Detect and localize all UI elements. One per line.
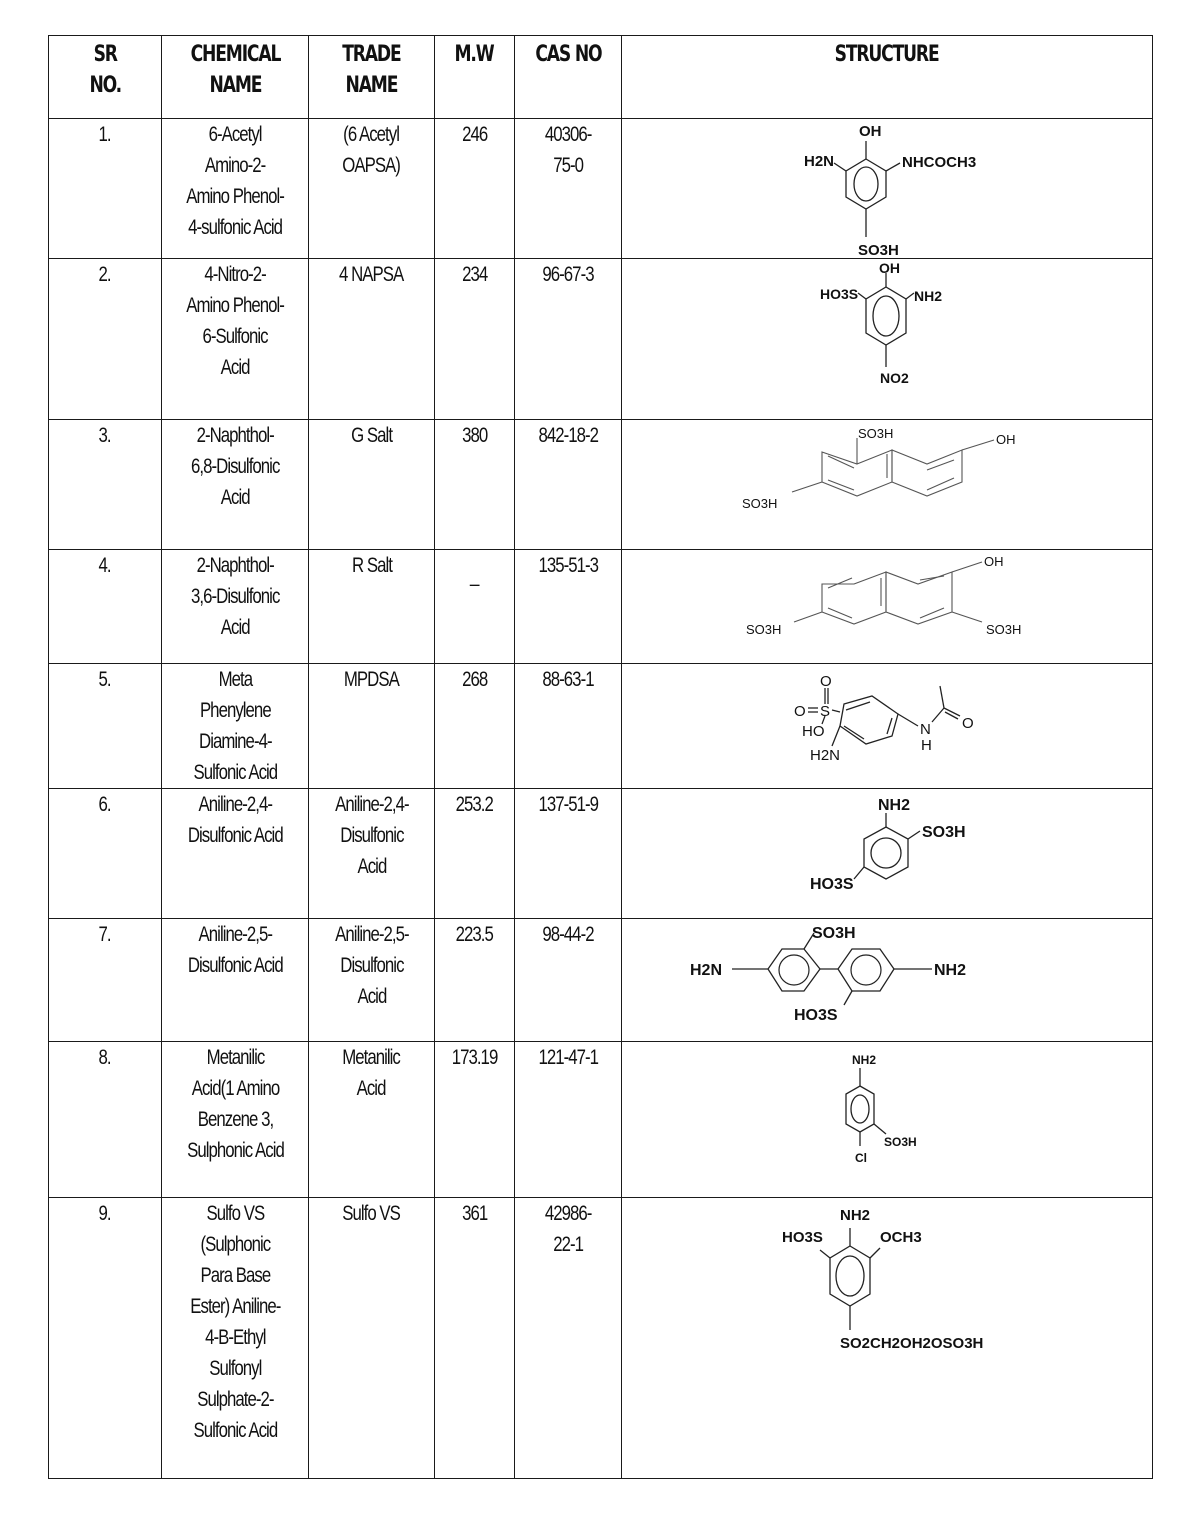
header-sr-no-line: NO. <box>89 73 121 98</box>
bond <box>962 440 994 450</box>
chemical-name-line: Amino-2- <box>204 154 266 177</box>
label-n: N <box>920 721 931 738</box>
chemical-name-line: Para Base <box>200 1264 270 1287</box>
chemical-name-cell <box>162 119 309 259</box>
structure-diagram <box>622 259 1153 417</box>
chemical-name-line: Disulfonic Acid <box>187 824 283 847</box>
chemical-name-cell <box>162 664 309 789</box>
sr-number: 4. <box>98 554 112 577</box>
structure-cell <box>622 1198 1153 1479</box>
header-sr-no <box>49 36 162 119</box>
structure-diagram <box>622 550 1153 662</box>
header-structure <box>622 36 1153 119</box>
chemical-name-line: Sulfonic Acid <box>193 761 277 784</box>
sr-number: 3. <box>98 424 112 447</box>
structure-cell <box>622 259 1153 420</box>
label-h: H <box>921 737 932 754</box>
table-row <box>49 420 1153 550</box>
structure-diagram <box>622 789 1153 917</box>
chemical-name-cell <box>162 259 309 420</box>
table-row <box>49 664 1153 789</box>
aromatic-circle <box>871 838 901 868</box>
sr-number: 7. <box>98 923 112 946</box>
structure-diagram <box>622 1198 1153 1477</box>
bond <box>952 562 982 572</box>
mw-cell <box>435 1198 515 1479</box>
chemical-name-line: Amino Phenol- <box>186 185 284 208</box>
double-bond <box>927 460 954 470</box>
label-bottom: NO2 <box>880 370 909 386</box>
double-bond <box>828 480 854 490</box>
double-bond <box>846 702 870 710</box>
trade-name-line: Acid <box>357 1077 386 1100</box>
label-right: NHCOCH3 <box>902 154 977 171</box>
cas-line: 40306- <box>544 123 592 146</box>
bond <box>908 831 920 839</box>
label-bottom-left: SO3H <box>742 496 778 511</box>
structure-diagram <box>622 1042 1153 1196</box>
trade-name-line: (6 Acetyl <box>343 123 400 146</box>
chemical-name-line: Sulfonyl <box>208 1357 262 1380</box>
naphthalene-ring-left <box>822 572 886 624</box>
table-row <box>49 259 1153 420</box>
aromatic-circle <box>854 167 878 201</box>
header-chemical-name-line: CHEMICAL <box>190 42 280 67</box>
mw-cell <box>435 789 515 919</box>
label-top: SO3H <box>812 925 856 942</box>
header-mw <box>435 36 515 119</box>
sr-cell <box>49 259 162 420</box>
sr-number: 9. <box>98 1202 112 1225</box>
chemical-name-line: Sulfonic Acid <box>193 1419 277 1442</box>
label-bottom: Cl <box>855 1151 867 1165</box>
structure-cell <box>622 420 1153 550</box>
chemical-name-cell <box>162 919 309 1042</box>
chemical-name-line: 6-Acetyl <box>208 123 262 146</box>
chemical-name-line: Acid <box>220 486 250 509</box>
bond <box>844 991 852 1005</box>
chemical-name-cell <box>162 1042 309 1198</box>
cas-line: 42986- <box>544 1202 592 1225</box>
structure-cell <box>622 919 1153 1042</box>
cas-line: 75-0 <box>553 154 583 177</box>
sr-cell <box>49 1198 162 1479</box>
label-top: OH <box>859 123 882 140</box>
label-right: SO3H <box>922 824 966 841</box>
trade-name-cell <box>309 420 435 550</box>
label-bottom-right: SO3H <box>986 622 1022 637</box>
bond <box>898 714 918 726</box>
chemical-name-line: Acid <box>220 356 250 379</box>
chemical-name-cell <box>162 1198 309 1479</box>
chemical-name-cell <box>162 550 309 664</box>
label-left: HO3S <box>782 1229 823 1246</box>
cas-cell <box>515 420 622 550</box>
sr-cell <box>49 550 162 664</box>
label-bottom: SO3H <box>858 242 899 257</box>
chemical-name-line: Diamine-4- <box>198 730 272 753</box>
trade-name-cell <box>309 789 435 919</box>
structure-diagram <box>622 664 1153 787</box>
trade-name-line: Disulfonic <box>339 954 404 977</box>
trade-name-cell <box>309 664 435 789</box>
trade-name-line: Sulfo VS <box>342 1202 401 1225</box>
label-ho: HO <box>802 723 825 740</box>
cas-cell <box>515 119 622 259</box>
cas-line: 137-51-9 <box>538 793 598 816</box>
aromatic-circle <box>779 955 809 985</box>
aromatic-circle <box>836 1256 864 1296</box>
chemical-name-line: Phenylene <box>199 699 271 722</box>
chemical-name-line: 2-Naphthol- <box>196 424 274 447</box>
bond <box>874 1124 886 1134</box>
sr-cell <box>49 919 162 1042</box>
aromatic-circle <box>851 955 881 985</box>
structure-cell <box>622 550 1153 664</box>
table-row <box>49 1198 1153 1479</box>
mw-cell <box>435 259 515 420</box>
trade-name-line: G Salt <box>351 424 392 447</box>
structure-cell <box>622 119 1153 259</box>
cas-cell <box>515 259 622 420</box>
label-top: NH2 <box>878 797 911 814</box>
structure-diagram <box>622 420 1153 548</box>
sr-number: 8. <box>98 1046 112 1069</box>
trade-name-line: MPDSA <box>344 668 399 691</box>
mw-cell <box>435 550 515 664</box>
bond <box>870 1248 880 1258</box>
header-cas-no-text: CAS NO <box>534 42 602 67</box>
mw-value: 246 <box>461 123 488 146</box>
table-row <box>49 119 1153 259</box>
label-left: H2N <box>690 962 723 979</box>
chemical-name-line: Meta <box>218 668 252 691</box>
cas-cell <box>515 919 622 1042</box>
double-bond <box>828 608 852 618</box>
label-bottom: HO3S <box>794 1007 838 1024</box>
label-bottom-left: SO3H <box>746 622 782 637</box>
chemical-name-line: Aniline-2,4- <box>198 793 272 816</box>
bond <box>832 726 840 746</box>
mw-value: 223.5 <box>455 923 494 946</box>
trade-name-line: Acid <box>357 985 386 1008</box>
mw-value: _ <box>470 564 479 587</box>
sr-cell <box>49 420 162 550</box>
chemical-table <box>48 35 1153 1479</box>
header-structure-text: STRUCTURE <box>835 42 939 67</box>
label-right: SO3H <box>884 1135 917 1149</box>
cas-cell <box>515 664 622 789</box>
double-bond <box>887 718 892 734</box>
label-o-top: O <box>820 673 832 690</box>
sr-cell <box>49 664 162 789</box>
label-right: OH <box>996 432 1016 447</box>
trade-name-line: 4 NAPSA <box>339 263 404 286</box>
trade-name-cell <box>309 1042 435 1198</box>
chemical-name-line: Aniline-2,5- <box>198 923 272 946</box>
mw-cell <box>435 919 515 1042</box>
label-right-top: OH <box>984 554 1004 569</box>
chemical-name-line: Sulphate-2- <box>196 1388 274 1411</box>
cas-line: 121-47-1 <box>538 1046 598 1069</box>
trade-name-cell <box>309 1198 435 1479</box>
mw-value: 361 <box>461 1202 488 1225</box>
cas-cell <box>515 1042 622 1198</box>
naphthalene-ring-right <box>886 572 952 624</box>
double-bond <box>844 726 864 739</box>
trade-name-line: OAPSA) <box>342 154 401 177</box>
header-sr-no-line: SR <box>93 42 117 67</box>
trade-name-line: Aniline-2,4- <box>334 793 409 816</box>
header-mw-text: M.W <box>454 42 495 67</box>
trade-name-line: Metanilic <box>342 1046 401 1069</box>
sr-cell <box>49 1042 162 1198</box>
bond <box>886 163 900 171</box>
chemical-name-line: Disulfonic Acid <box>187 954 283 977</box>
chemical-name-line: Acid <box>220 616 250 639</box>
trade-name-cell <box>309 119 435 259</box>
label-top: NH2 <box>840 1207 871 1224</box>
structure-diagram <box>622 119 1153 257</box>
label-right: NH2 <box>914 288 943 304</box>
cas-line: 88-63-1 <box>542 668 594 691</box>
bond <box>834 163 846 171</box>
chemical-name-line: 2-Naphthol- <box>196 554 274 577</box>
chemical-name-line: 6,8-Disulfonic <box>190 455 280 478</box>
structure-diagram <box>622 919 1153 1040</box>
cas-cell <box>515 1198 622 1479</box>
table-row <box>49 919 1153 1042</box>
chemical-name-line: 4-sulfonic Acid <box>188 216 282 239</box>
double-bond <box>828 578 852 588</box>
bond <box>952 612 982 622</box>
sr-cell <box>49 119 162 259</box>
chemical-name-line: Ester) Aniline- <box>189 1295 281 1318</box>
mw-value: 234 <box>461 263 488 286</box>
mw-cell <box>435 119 515 259</box>
aromatic-circle <box>873 296 899 336</box>
label-left: HO3S <box>820 286 859 302</box>
trade-name-line: Acid <box>357 855 386 878</box>
cas-line: 96-67-3 <box>542 263 594 286</box>
cas-line: 135-51-3 <box>538 554 598 577</box>
cas-line: 98-44-2 <box>542 923 594 946</box>
header-trade-name <box>309 36 435 119</box>
structure-cell <box>622 664 1153 789</box>
chemical-name-line: Acid(1 Amino <box>191 1077 279 1100</box>
chemical-name-cell <box>162 420 309 550</box>
bond <box>940 686 944 708</box>
chemical-name-line: Metanilic <box>206 1046 264 1069</box>
chemical-name-line: Benzene 3, <box>197 1108 273 1131</box>
chemical-name-line: 4-Nitro-2- <box>204 263 266 286</box>
label-right: NH2 <box>934 962 967 979</box>
chemical-name-line: (Sulphonic <box>200 1233 270 1256</box>
label-top: NH2 <box>852 1053 877 1067</box>
bond <box>820 1250 830 1258</box>
label-left: HO3S <box>810 876 854 893</box>
table-row <box>49 1042 1153 1198</box>
cas-cell <box>515 550 622 664</box>
sr-number: 2. <box>98 263 112 286</box>
chemical-name-line: Sulfo VS <box>206 1202 264 1225</box>
trade-name-cell <box>309 919 435 1042</box>
bond <box>794 612 822 622</box>
header-trade-name-line: TRADE <box>342 42 401 67</box>
bond <box>792 482 822 492</box>
table-row <box>49 789 1153 919</box>
trade-name-line: Aniline-2,5- <box>334 923 409 946</box>
sr-cell <box>49 789 162 919</box>
mw-cell <box>435 664 515 789</box>
double-bond <box>927 478 954 490</box>
chemical-name-line: 3,6-Disulfonic <box>190 585 280 608</box>
bond <box>906 293 914 299</box>
sr-number: 1. <box>98 123 112 146</box>
bond <box>854 867 864 879</box>
structure-cell <box>622 1042 1153 1198</box>
aromatic-circle <box>851 1095 869 1123</box>
label-bottom: SO2CH2OH2OSO3H <box>840 1335 984 1352</box>
naphthalene-ring-right <box>892 450 962 496</box>
bond <box>944 708 960 716</box>
label-h2n: H2N <box>810 747 841 764</box>
bond <box>832 710 840 712</box>
label-left: H2N <box>804 153 835 170</box>
sr-number: 5. <box>98 668 112 691</box>
chemical-name-line: 4-B-Ethyl <box>204 1326 266 1349</box>
chemical-name-line: 6-Sulfonic <box>202 325 268 348</box>
label-s: S <box>820 703 831 720</box>
benzene-ring <box>840 696 898 744</box>
trade-name-line: Disulfonic <box>339 824 404 847</box>
bond <box>858 293 866 299</box>
header-cas-no <box>515 36 622 119</box>
mw-cell <box>435 420 515 550</box>
trade-name-cell <box>309 259 435 420</box>
header-trade-name-line: NAME <box>345 73 398 98</box>
header-chemical-name-line: NAME <box>209 73 261 98</box>
bond <box>932 708 944 722</box>
mw-cell <box>435 1042 515 1198</box>
chemical-name-cell <box>162 789 309 919</box>
label-top: OH <box>879 260 900 276</box>
cas-line: 842-18-2 <box>538 424 598 447</box>
header-chemical-name <box>162 36 309 119</box>
mw-value: 173.19 <box>451 1046 498 1069</box>
label-o-left: O <box>794 703 806 720</box>
trade-name-cell <box>309 550 435 664</box>
label-right: OCH3 <box>880 1229 922 1246</box>
chemical-name-line: Amino Phenol- <box>186 294 284 317</box>
sr-number: 6. <box>98 793 112 816</box>
cas-cell <box>515 789 622 919</box>
bond <box>945 712 958 719</box>
mw-value: 253.2 <box>455 793 494 816</box>
header-row <box>49 36 1153 119</box>
label-top: SO3H <box>858 426 894 441</box>
mw-value: 380 <box>461 424 488 447</box>
cas-line: 22-1 <box>553 1233 583 1256</box>
trade-name-line: R Salt <box>351 554 392 577</box>
label-o-right: O <box>962 715 974 732</box>
structure-cell <box>622 789 1153 919</box>
mw-value: 268 <box>461 668 488 691</box>
chemical-name-line: Sulphonic Acid <box>186 1139 284 1162</box>
table-row <box>49 550 1153 664</box>
benzene-ring <box>846 1086 874 1132</box>
